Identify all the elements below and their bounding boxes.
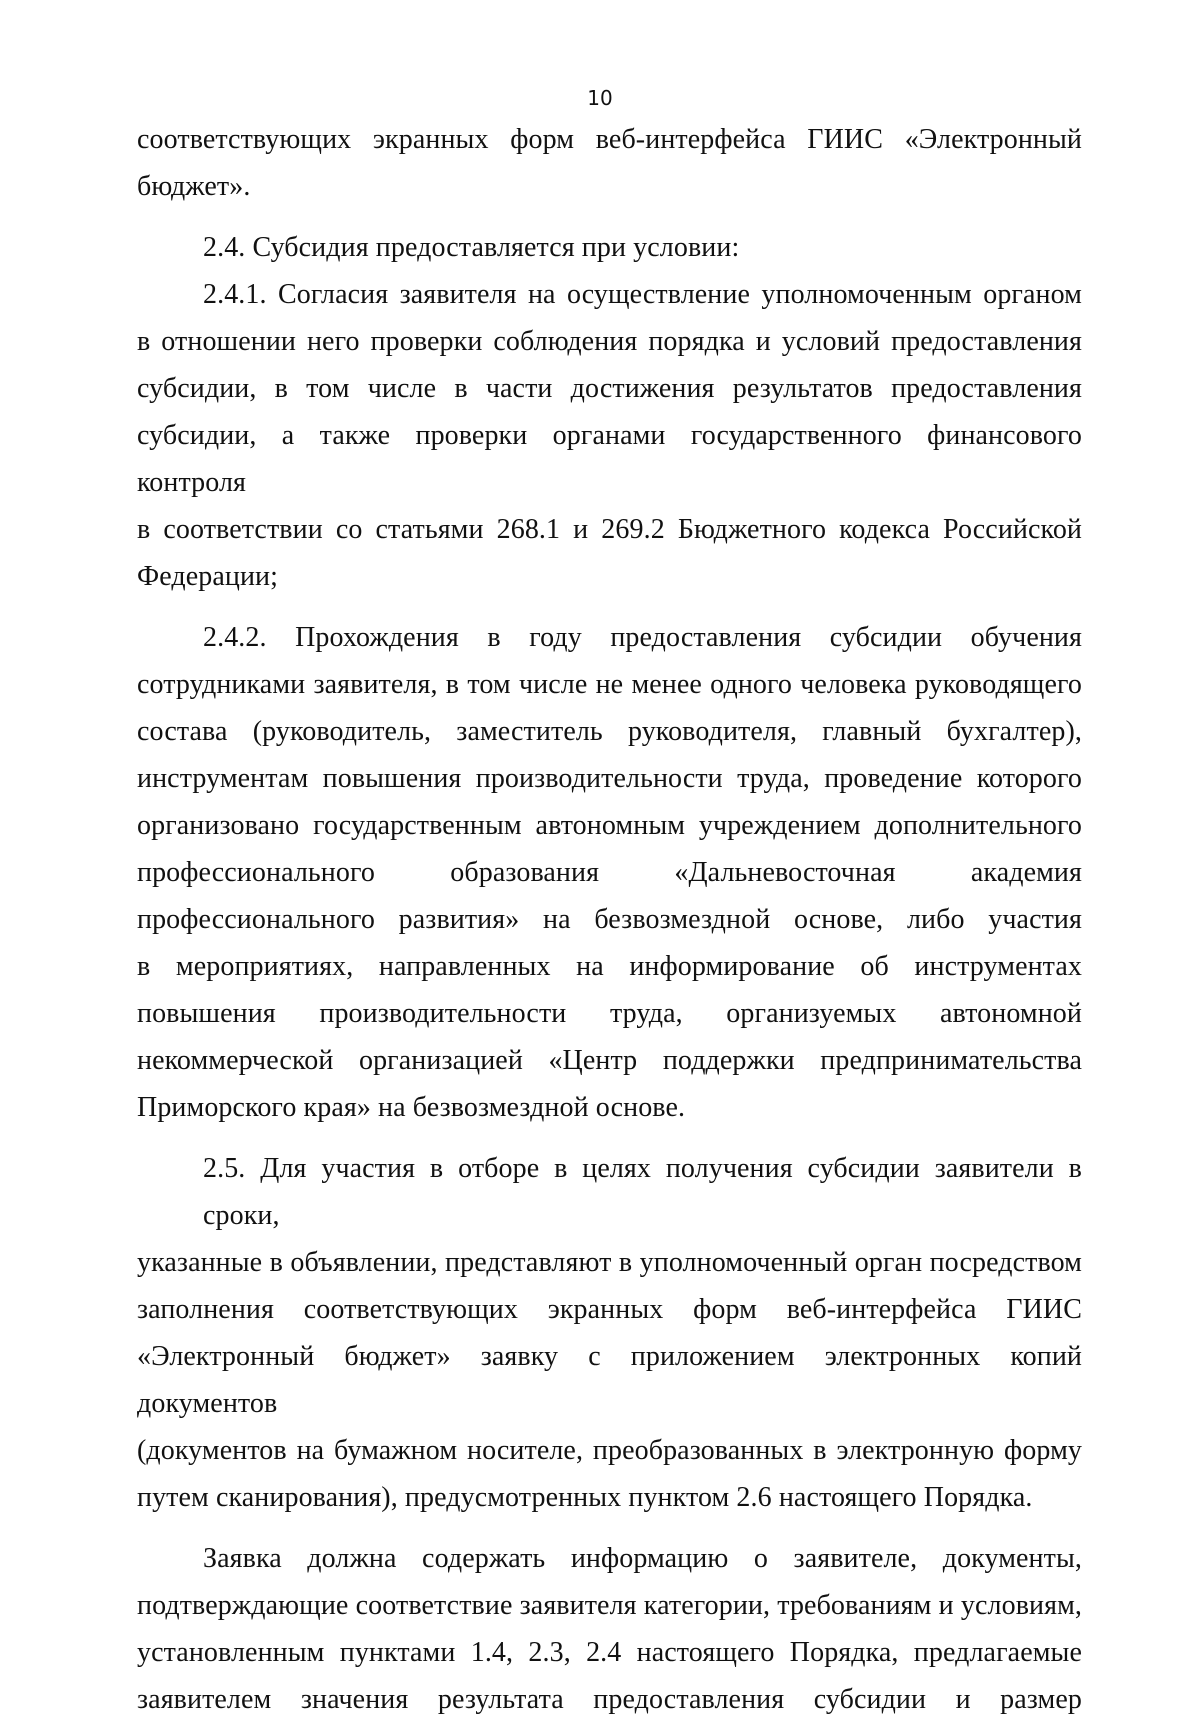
text-line: путем сканирования), предусмотренных пунктом 2.6 настоящего Порядка.	[137, 1482, 1033, 1513]
paragraph-2-4	[137, 224, 1082, 271]
text-line: установленным пунктами 1.4, 2.3, 2.4 настоящего Порядка, предлагаемые	[137, 1637, 1082, 1668]
text-line: сотрудниками заявителя, в том числе не менее одного человека руководящего	[137, 669, 1082, 700]
text-line: 2.4.2. Прохождения в году предоставления субсидии обучения	[203, 622, 1082, 653]
text-line: 2.4.1. Согласия заявителя на осуществление уполномоченным органом	[203, 279, 1082, 310]
text-line: Приморского края» на безвозмездной основе.	[137, 1092, 686, 1123]
text-line: указанные в объявлении, представляют в уполномоченный орган посредством	[137, 1247, 1082, 1278]
document-body	[137, 116, 1082, 1723]
paragraph-2-5	[137, 1145, 1082, 1521]
text-line: состава (руководитель, заместитель руководителя, главный бухгалтер),	[137, 716, 1082, 747]
text-line: заполнения соответствующих экранных форм веб-интерфейса ГИИС	[137, 1294, 1082, 1325]
text-line: субсидии, в том числе в части достижения результатов предоставления	[137, 373, 1082, 404]
paragraph-application	[137, 1535, 1082, 1723]
text-line: в мероприятиях, направленных на информирование об инструментах	[137, 951, 1082, 982]
text-line: в отношении него проверки соблюдения порядка и условий предоставления	[137, 326, 1082, 357]
paragraph-2-4-2	[137, 614, 1082, 1131]
text-line: некоммерческой организацией «Центр поддержки предпринимательства	[137, 1045, 1082, 1076]
text-line: заявителем значения результата предоставления субсидии и размер	[137, 1684, 1082, 1715]
text-line: подтверждающие соответствие заявителя категории, требованиям и условиям,	[137, 1590, 1082, 1621]
text-line: профессионального образования «Дальневосточная академия	[137, 857, 1082, 888]
text-line: инструментам повышения производительности труда, проведение которого	[137, 763, 1082, 794]
text-line: Заявка должна содержать информацию о заявителе, документы,	[203, 1543, 1082, 1574]
text-line: в соответствии со статьями 268.1 и 269.2 Бюджетного кодекса Российской	[137, 514, 1082, 545]
text-line: повышения производительности труда, организуемых автономной	[137, 998, 1082, 1029]
text-line: профессионального развития» на безвозмездной основе, либо участия	[137, 904, 1082, 935]
text-line: субсидии, а также проверки органами государственного финансового контроля	[137, 420, 1082, 498]
text-line: 2.4. Субсидия предоставляется при условии:	[203, 232, 740, 263]
text-line: бюджет».	[137, 171, 251, 202]
paragraph-2-4-1	[137, 271, 1082, 600]
text-line: 2.5. Для участия в отборе в целях получения субсидии заявители в сроки,	[203, 1153, 1082, 1231]
text-line: соответствующих экранных форм веб-интерфейса ГИИС «Электронный	[137, 124, 1082, 155]
paragraph-continuation	[137, 116, 1082, 210]
text-line: «Электронный бюджет» заявку с приложением электронных копий документов	[137, 1341, 1082, 1419]
text-line: организовано государственным автономным учреждением дополнительного	[137, 810, 1082, 841]
page-number: 10	[587, 86, 613, 110]
text-line: (документов на бумажном носителе, преобразованных в электронную форму	[137, 1435, 1082, 1466]
text-line: Федерации;	[137, 561, 279, 592]
